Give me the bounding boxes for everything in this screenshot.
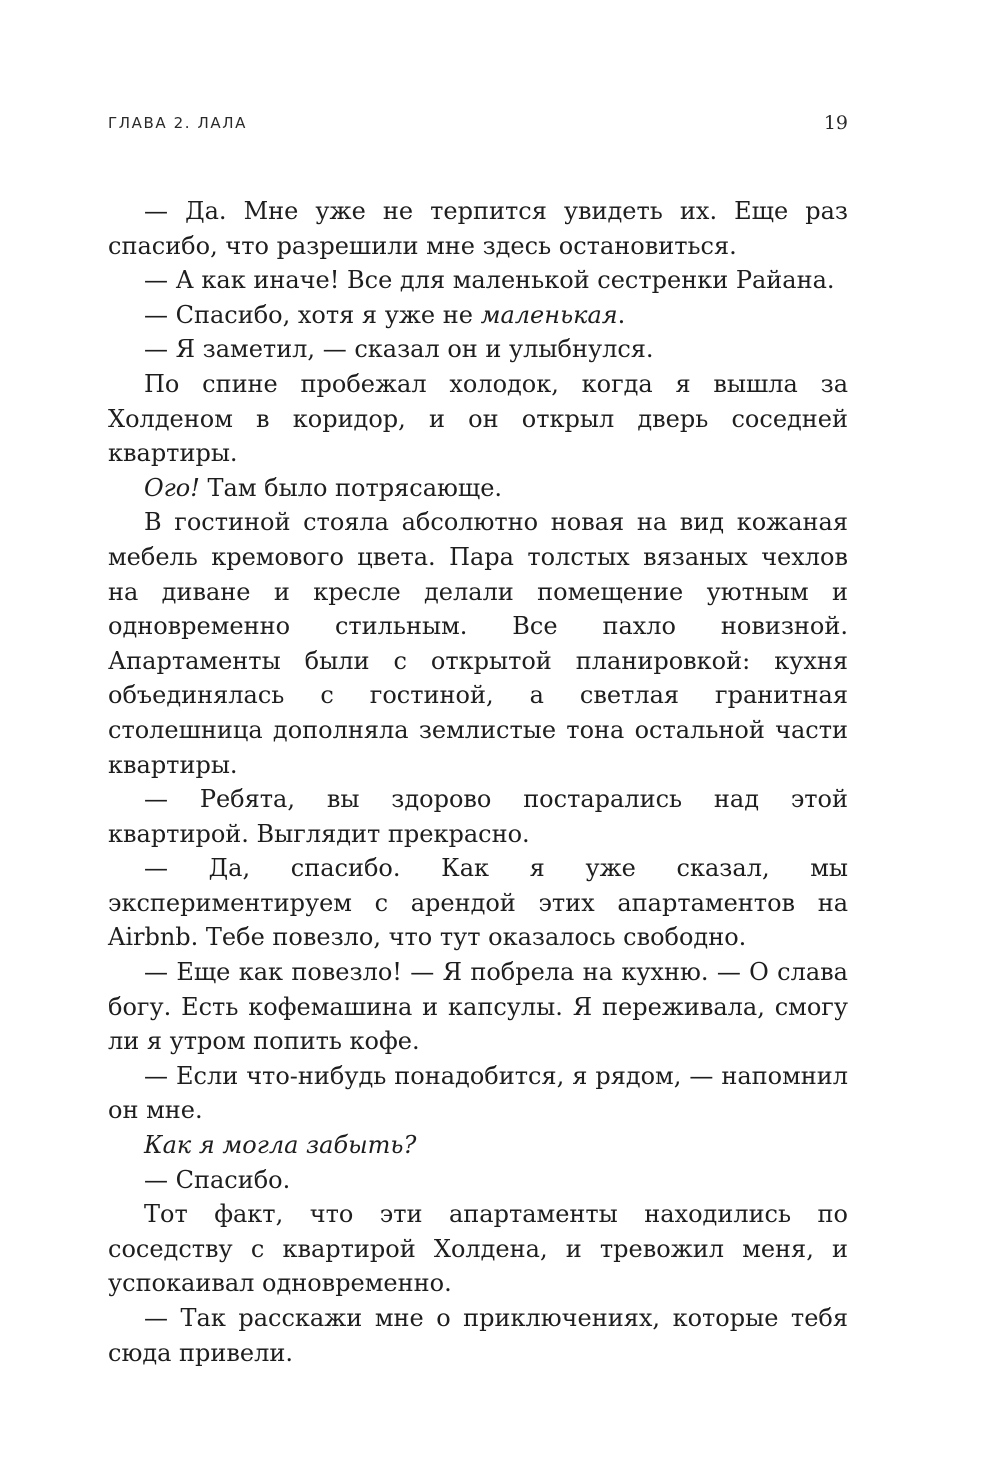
paragraph-text: — Если что-нибудь понадобится, я рядом, — напомнил он мне.	[108, 1061, 848, 1125]
paragraph-text: Тот факт, что эти апартаменты находились по соседству с квартирой Холдена, и тревожил меня, и успокаивал одновременно.	[108, 1200, 848, 1298]
paragraph	[108, 1163, 848, 1198]
paragraph	[108, 505, 848, 782]
paragraph	[108, 194, 848, 263]
paragraph-italic-text: маленькая	[480, 300, 618, 329]
paragraph	[108, 782, 848, 851]
body-text	[108, 194, 848, 1370]
paragraph	[108, 332, 848, 367]
paragraph-text: — Ребята, вы здорово постарались над этой квартирой. Выглядит прекрасно.	[108, 785, 848, 848]
paragraph-text: Там было потрясающе.	[199, 473, 503, 502]
chapter-title: ГЛАВА 2. ЛАЛА	[108, 114, 247, 132]
paragraph-text: .	[617, 300, 626, 329]
paragraph-text: — Спасибо.	[144, 1165, 291, 1194]
paragraph-italic-text: Ого!	[144, 473, 200, 502]
paragraph-text: — Я заметил, — сказал он и улыбнулся.	[144, 335, 654, 364]
paragraph	[108, 367, 848, 471]
paragraph-text: — Да, спасибо. Как я уже сказал, мы экспериментируем с арендой этих апартаментов на Airbnb. Тебе повезло, что тут оказалось свободно.	[108, 854, 848, 952]
paragraph	[108, 1197, 848, 1301]
paragraph	[108, 1128, 848, 1163]
paragraph	[108, 1301, 848, 1370]
paragraph-text: — А как иначе! Все для маленькой сестренки Райана.	[144, 266, 835, 295]
paragraph	[108, 263, 848, 298]
paragraph	[108, 471, 848, 506]
paragraph-text: — Да. Мне уже не терпится увидеть их. Еще раз спасибо, что разрешили мне здесь остановиться.	[108, 197, 848, 260]
paragraph-text: — Еще как повезло! — Я побрела на кухню. — О слава богу. Есть кофемашина и капсулы. Я переживала, смогу ли я утром попить кофе.	[108, 958, 848, 1056]
running-head	[108, 114, 848, 144]
paragraph	[108, 955, 848, 1059]
paragraph	[108, 851, 848, 955]
paragraph	[108, 298, 848, 333]
paragraph-text: — Спасибо, хотя я уже не	[144, 300, 481, 329]
paragraph	[108, 1059, 848, 1128]
paragraph-text: — Так расскажи мне о приключениях, которые тебя сюда привели.	[108, 1304, 848, 1367]
page-number: 19	[823, 112, 848, 134]
paragraph-text: В гостиной стояла абсолютно новая на вид кожаная мебель кремового цвета. Пара толстых вязаных чехлов на диване и кресле делали помещение уютным и одновременно стильным. Все пахло новизной. Апартаменты были с открытой планировкой: кухня объединялась с гостиной, а светлая гранитная столешница дополняла землистые тона остальной части квартиры.	[108, 508, 848, 779]
paragraph-text: По спине пробежал холодок, когда я вышла за Холденом в коридор, и он открыл дверь соседней квартиры.	[108, 369, 848, 468]
paragraph-italic-text: Как я могла забыть?	[144, 1131, 417, 1160]
